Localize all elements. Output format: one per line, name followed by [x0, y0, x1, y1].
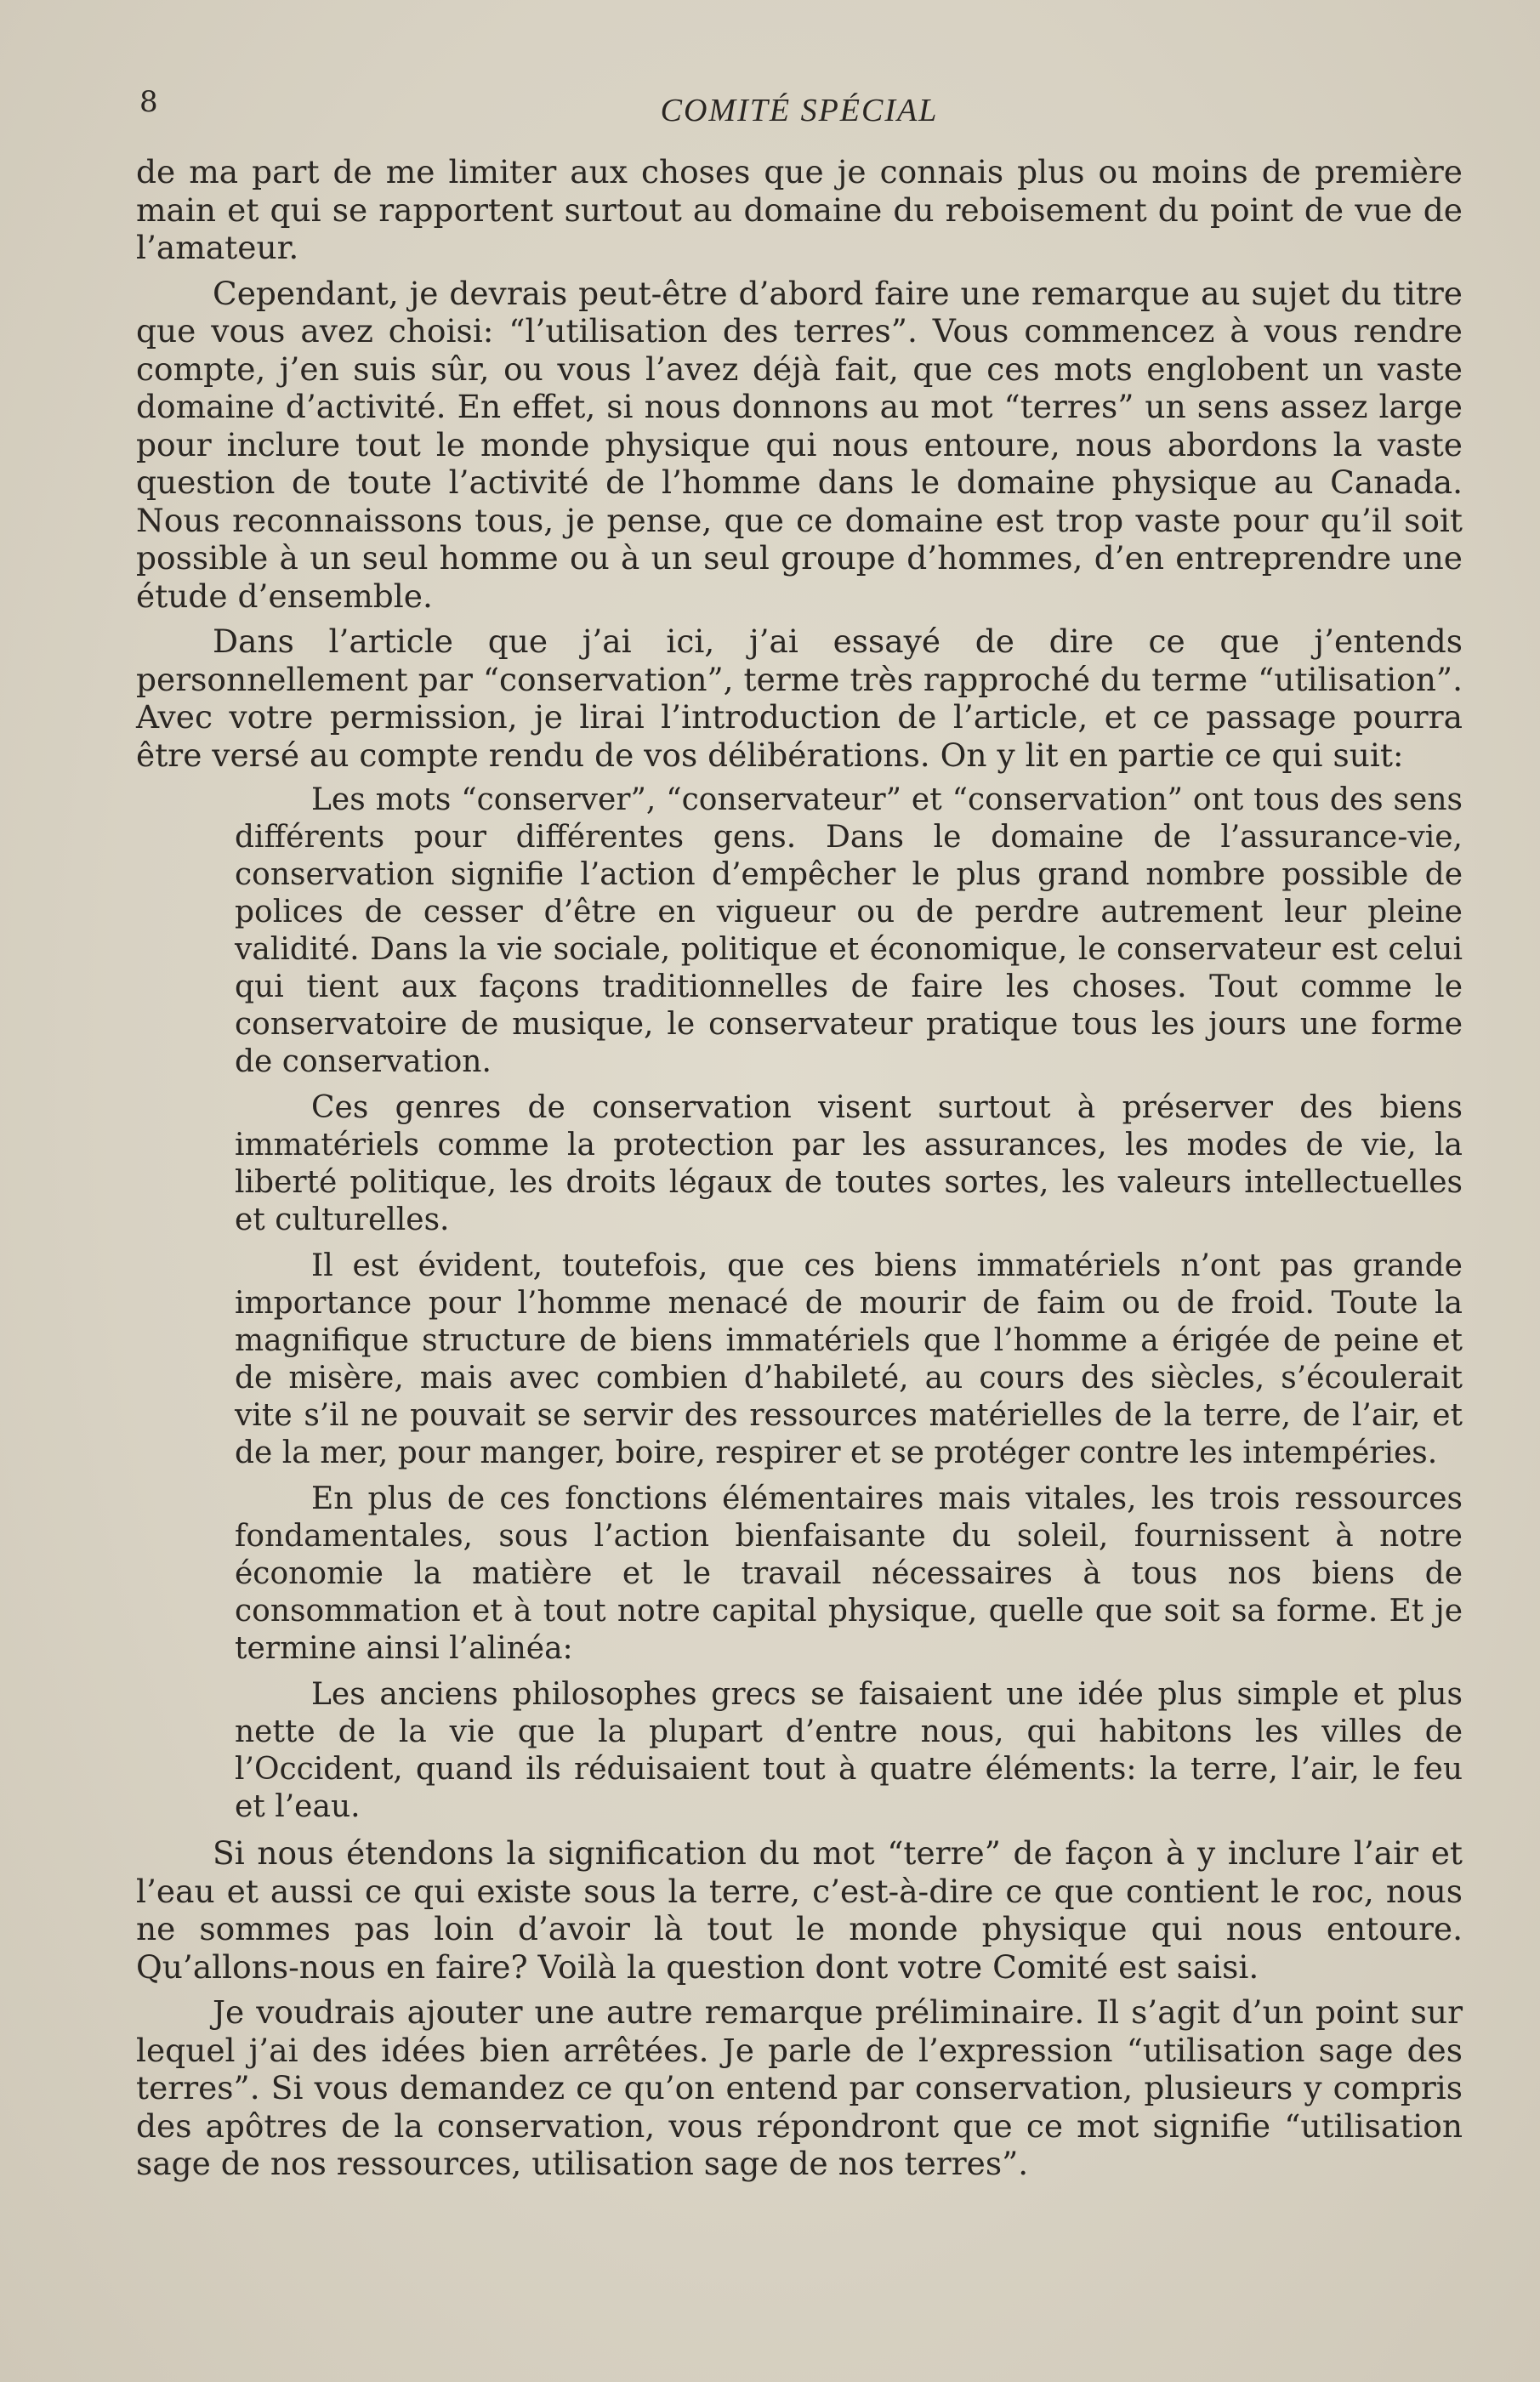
- page-header: [136, 82, 1463, 133]
- quote-paragraph: Il est évident, toutefois, que ces biens immatériels n’ont pas grande importance pour l’homme menacé de mourir de faim ou de froid. Toute la magnifique structure de biens immatériels que l’homme a érigée de peine et de misère, mais avec combien d’habileté, au cours des siècles, s’écoulerait vite s’il ne pouvait se servir des ressources matérielles de la terre, de l’air, et de la mer, pour manger, boire, respirer et se protéger contre les intempéries.: [235, 1248, 1463, 1470]
- paragraph-title-remark: Cependant, je devrais peut-être d’abord faire une remarque au sujet du titre que vous avez choisi: “l’utilisation des terres”. Vous commencez à vous rendre compte, j’en suis sûr, ou vous l’avez déjà fait, que ces mots englobent un vaste domaine d’activité. En effet, si nous donnons au mot “terres” un sens assez large pour inclure tout le monde physique qui nous entoure, nous abordons la vaste question de toute l’activité de l’homme dans le domaine physique au Canada. Nous reconnaissons tous, je pense, que ce domaine est trop vaste pour qu’il soit possible à un seul homme ou à un seul groupe d’hommes, d’en entreprendre une étude d’ensemble.: [136, 274, 1463, 615]
- document-body: [136, 153, 1463, 2191]
- page-number: 8: [139, 85, 158, 119]
- quote-paragraph: Ces genres de conservation visent surtout à préserver des biens immatériels comme la protection par les assurances, les modes de vie, la liberté politique, les droits légaux de toutes sortes, les valeurs intellectuelles et culturelles.: [235, 1090, 1463, 1237]
- paragraph-continued: de ma part de me limiter aux choses que je connais plus ou moins de première main et qui se rapportent surtout au domaine du reboisement du point de vue de l’amateur.: [136, 153, 1463, 266]
- running-title: COMITÉ SPÉCIAL: [660, 93, 939, 128]
- quote-paragraph: En plus de ces fonctions élémentaires mais vitales, les trois ressources fondamentales, sous l’action bienfaisante du soleil, fournissent à notre économie la matière et le travail nécessaires à tous nos biens de consommation et à tout notre capital physique, quelle que soit sa forme. Et je termine ainsi l’alinéa:: [235, 1481, 1463, 1666]
- quote-paragraph: Les mots “conserver”, “conservateur” et “conservation” ont tous des sens différents pour différentes gens. Dans le domaine de l’assurance-vie, conservation signifie l’action d’empêcher le plus grand nombre possible de polices de cesser d’être en vigueur ou de perdre autrement leur pleine validité. Dans la vie sociale, politique et économique, le conservateur est celui qui tient aux façons traditionnelles de faire les choses. Tout comme le conservatoire de musique, le conservateur pratique tous les jours une forme de conservation.: [235, 782, 1463, 1079]
- quote-paragraph: Les anciens philosophes grecs se faisaient une idée plus simple et plus nette de la vie que la plupart d’entre nous, qui habitons les villes de l’Occident, quand ils réduisaient tout à quatre éléments: la terre, l’air, le feu et l’eau.: [235, 1677, 1463, 1824]
- paragraph-terre-definition: Si nous étendons la signification du mot “terre” de façon à y inclure l’air et l’eau et aussi ce qui existe sous la terre, c’est-à-dire ce que contient le roc, nous ne sommes pas loin d’avoir là tout le monde physique qui nous entoure. Qu’allons-nous en faire? Voilà la question dont votre Comité est saisi.: [136, 1834, 1463, 1986]
- paragraph-preliminary-remark: Je voudrais ajouter une autre remarque préliminaire. Il s’agit d’un point sur lequel j’ai des idées bien arrêtées. Je parle de l’expression “utilisation sage des terres”. Si vous demandez ce qu’on entend par conservation, plusieurs y compris des apôtres de la conservation, vous répondront que ce mot signifie “utilisation sage de nos ressources, utilisation sage de nos terres”.: [136, 1993, 1463, 2182]
- paragraph-article-intro: Dans l’article que j’ai ici, j’ai essayé de dire ce que j’entends personnellement par “conservation”, terme très rapproché du terme “utilisation”. Avec votre permission, je lirai l’introduction de l’article, et ce passage pourra être versé au compte rendu de vos délibérations. On y lit en partie ce qui suit:: [136, 623, 1463, 774]
